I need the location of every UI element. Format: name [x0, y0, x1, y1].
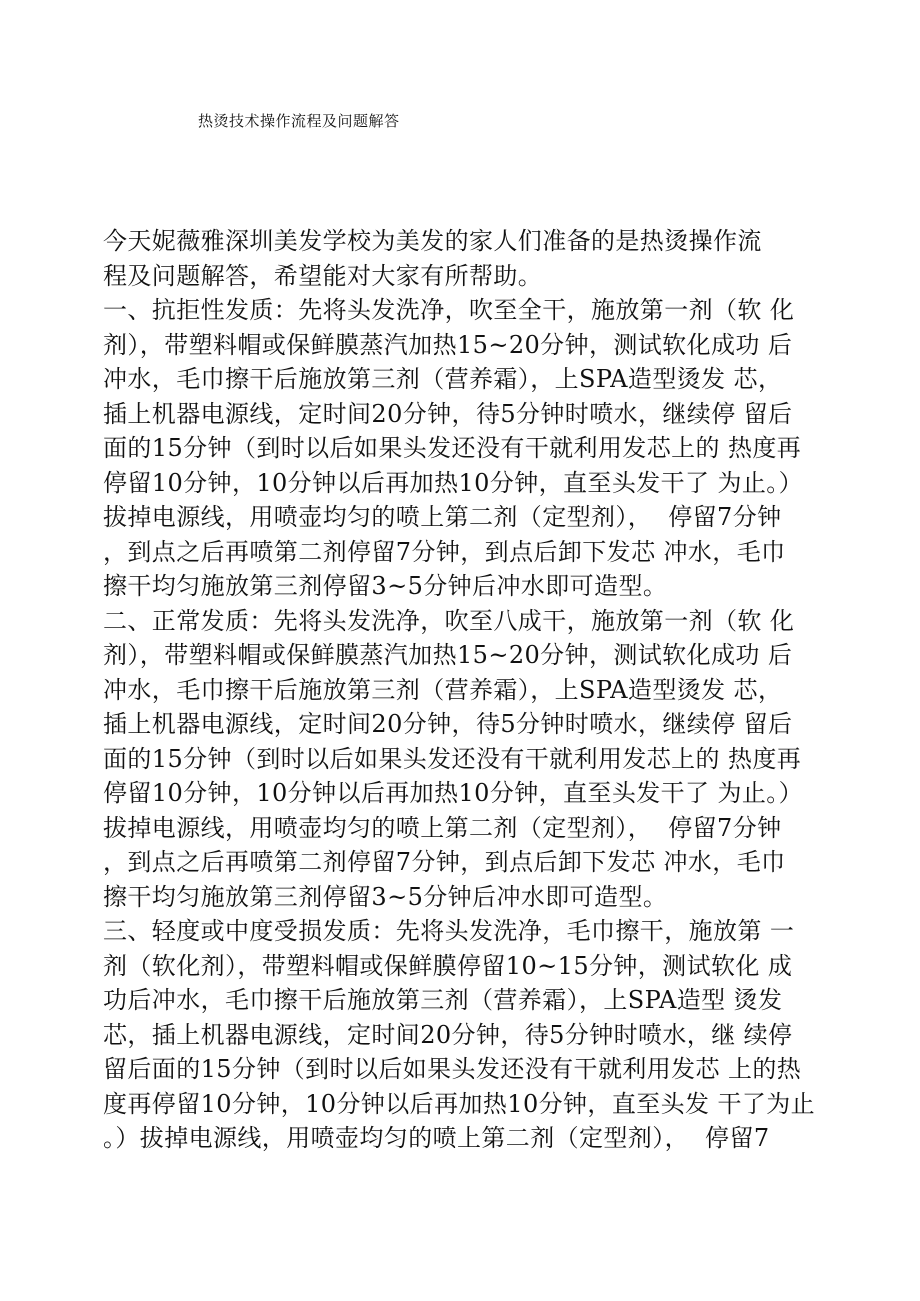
body-line: 。）拔掉电源线，用喷壶均匀的喷上第二剂（定型剂）， 停留7	[103, 1124, 770, 1152]
body-line: 冲水，毛巾擦干后施放第三剂（营养霜），上SPA造型烫发 芯，	[103, 365, 783, 393]
body-line: 拔掉电源线，用喷壶均匀的喷上第二剂（定型剂）， 停留7分钟	[103, 503, 782, 531]
body-line: 度再停留10分钟，10分钟以后再加热10分钟，直至头发 干了为止	[103, 1089, 816, 1118]
body-line: 面的15分钟（到时以后如果头发还没有干就利用发芯上的 热度再	[103, 744, 802, 773]
body-line: 插上机器电源线，定时间20分钟，待5分钟时喷水，继续停 留后	[103, 710, 793, 738]
body-line: 今天妮薇雅深圳美发学校为美发的家人们准备的是热烫操作流	[103, 227, 762, 255]
body-line: 芯，插上机器电源线，定时间20分钟，待5分钟时喷水，继 续停	[103, 1020, 793, 1049]
body-line: 面的15分钟（到时以后如果头发还没有干就利用发芯上的 热度再	[103, 434, 802, 462]
document-body	[103, 224, 838, 1156]
body-line: 二、正常发质：先将头发洗净，吹至八成干，施放第一剂（软 化	[103, 606, 795, 635]
body-line: 拔掉电源线，用喷壶均匀的喷上第二剂（定型剂）， 停留7分钟	[103, 813, 782, 842]
body-line: ，到点之后再喷第二剂停留7分钟，到点后卸下发芯 冲水，毛巾	[103, 848, 786, 876]
body-line: 剂），带塑料帽或保鲜膜蒸汽加热15~20分钟，测试软化成功 后	[103, 641, 793, 669]
body-line: 功后冲水，毛巾擦干后施放第三剂（营养霜），上SPA造型 烫发	[103, 986, 783, 1014]
body-line: 一、抗拒性发质：先将头发洗净，吹至全干，施放第一剂（软 化	[103, 296, 795, 324]
body-line: 留后面的15分钟（到时以后如果头发还没有干就利用发芯 上的热	[103, 1055, 802, 1083]
body-line: 剂（软化剂），带塑料帽或保鲜膜停留10~15分钟，测试软化 成	[103, 951, 793, 980]
body-line: 剂），带塑料帽或保鲜膜蒸汽加热15~20分钟，测试软化成功 后	[103, 330, 793, 359]
body-line: 程及问题解答，希望能对大家有所帮助。	[103, 261, 543, 290]
body-line: 冲水，毛巾擦干后施放第三剂（营养霜），上SPA造型烫发 芯，	[103, 675, 783, 704]
body-line: 三、轻度或中度受损发质：先将头发洗净，毛巾擦干，施放第 一	[103, 917, 795, 945]
body-line: 插上机器电源线，定时间20分钟，待5分钟时喷水，继续停 留后	[103, 399, 793, 428]
body-line: 擦干均匀施放第三剂停留3~5分钟后冲水即可造型。	[103, 572, 668, 600]
body-line: 擦干均匀施放第三剂停留3~5分钟后冲水即可造型。	[103, 882, 668, 911]
document-header-title: 热烫技术操作流程及问题解答	[198, 112, 400, 130]
body-line: 停留10分钟，10分钟以后再加热10分钟，直至头发干了 为止。）	[103, 779, 804, 807]
body-line: 停留10分钟，10分钟以后再加热10分钟，直至头发干了 为止。）	[103, 468, 804, 497]
body-line: ，到点之后再喷第二剂停留7分钟，到点后卸下发芯 冲水，毛巾	[103, 537, 786, 566]
